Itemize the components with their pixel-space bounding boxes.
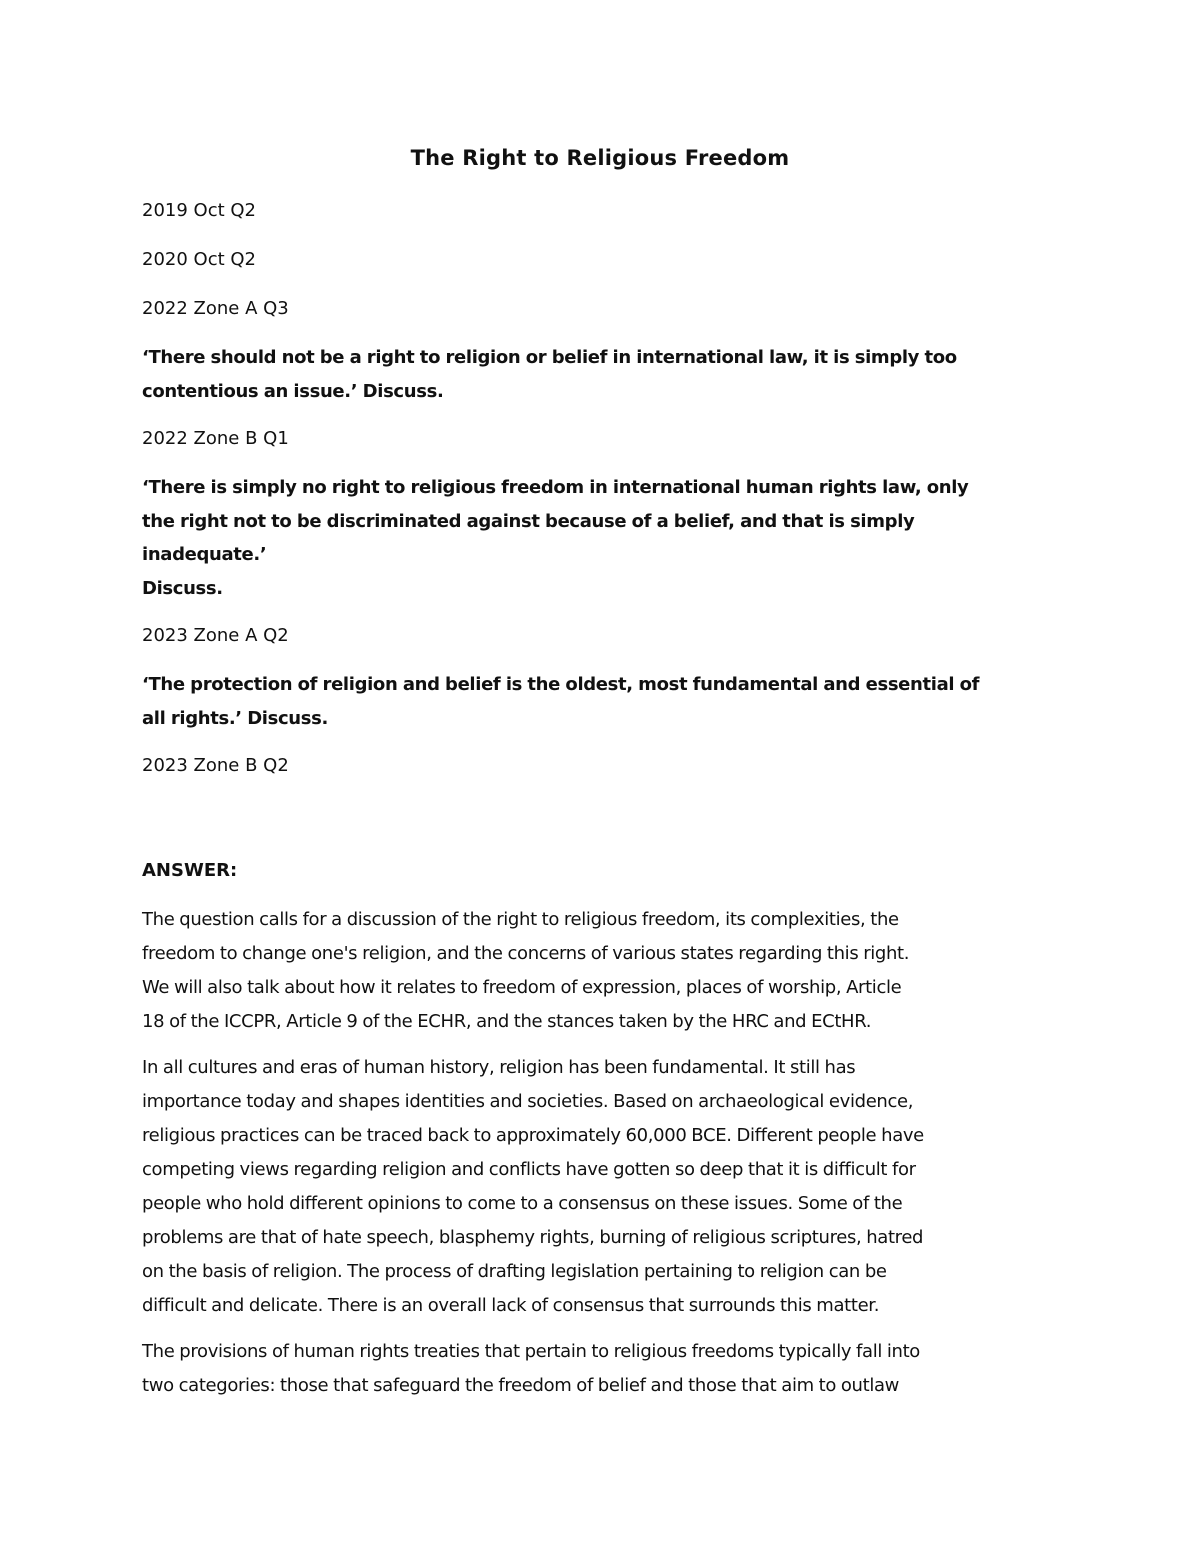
document-title: The Right to Religious Freedom xyxy=(410,146,790,170)
question-text xyxy=(142,668,1058,735)
question-reference: 2023 Zone A Q2 xyxy=(142,625,289,646)
text-line: contentious an issue.’ Discuss. xyxy=(142,380,444,402)
document-body xyxy=(142,194,1058,1415)
question-reference: 2022 Zone A Q3 xyxy=(142,298,289,319)
text-line: Discuss. xyxy=(142,577,223,599)
question-reference: 2023 Zone B Q2 xyxy=(142,755,289,776)
text-line: competing views regarding religion and conflicts have gotten so deep that it is difficult for xyxy=(142,1159,916,1180)
answer-paragraph xyxy=(142,1335,1058,1403)
text-line: two categories: those that safeguard the freedom of belief and those that aim to outlaw xyxy=(142,1375,900,1396)
question-text xyxy=(142,341,1058,408)
text-line: importance today and shapes identities and societies. Based on archaeological evidence, xyxy=(142,1091,914,1112)
text-line: freedom to change one's religion, and the concerns of various states regarding this right. xyxy=(142,943,910,964)
question-reference: 2022 Zone B Q1 xyxy=(142,428,289,449)
text-line: In all cultures and eras of human history, religion has been fundamental. It still has xyxy=(142,1057,856,1078)
question-reference: 2019 Oct Q2 xyxy=(142,200,256,221)
text-line: 18 of the ICCPR, Article 9 of the ECHR, and the stances taken by the HRC and ECtHR. xyxy=(142,1011,872,1032)
text-line: We will also talk about how it relates to freedom of expression, places of worship, Article xyxy=(142,977,902,998)
text-line: religious practices can be traced back to approximately 60,000 BCE. Different people have xyxy=(142,1125,924,1146)
question-reference: 2020 Oct Q2 xyxy=(142,249,256,270)
answer-heading: ANSWER: xyxy=(142,860,238,881)
text-line: the right not to be discriminated against because of a belief, and that is simply xyxy=(142,510,915,532)
text-line: people who hold different opinions to come to a consensus on these issues. Some of the xyxy=(142,1193,903,1214)
text-line: ‘There is simply no right to religious freedom in international human rights law, only xyxy=(142,477,969,498)
text-line: difficult and delicate. There is an overall lack of consensus that surrounds this matter. xyxy=(142,1295,880,1316)
text-line: ‘There should not be a right to religion or belief in international law, it is simply too xyxy=(142,347,957,368)
answer-paragraph xyxy=(142,903,1058,1039)
text-line: on the basis of religion. The process of drafting legislation pertaining to religion can be xyxy=(142,1261,887,1282)
text-line: The question calls for a discussion of the right to religious freedom, its complexities, the xyxy=(142,909,899,930)
text-line: The provisions of human rights treaties that pertain to religious freedoms typically fall into xyxy=(142,1341,920,1362)
question-text xyxy=(142,471,1058,605)
text-line: problems are that of hate speech, blasphemy rights, burning of religious scriptures, hatred xyxy=(142,1227,924,1248)
text-line: ‘The protection of religion and belief is the oldest, most fundamental and essential of xyxy=(142,674,980,695)
answer-paragraph xyxy=(142,1051,1058,1323)
text-line: inadequate.’ xyxy=(142,544,267,565)
text-line: all rights.’ Discuss. xyxy=(142,707,328,729)
